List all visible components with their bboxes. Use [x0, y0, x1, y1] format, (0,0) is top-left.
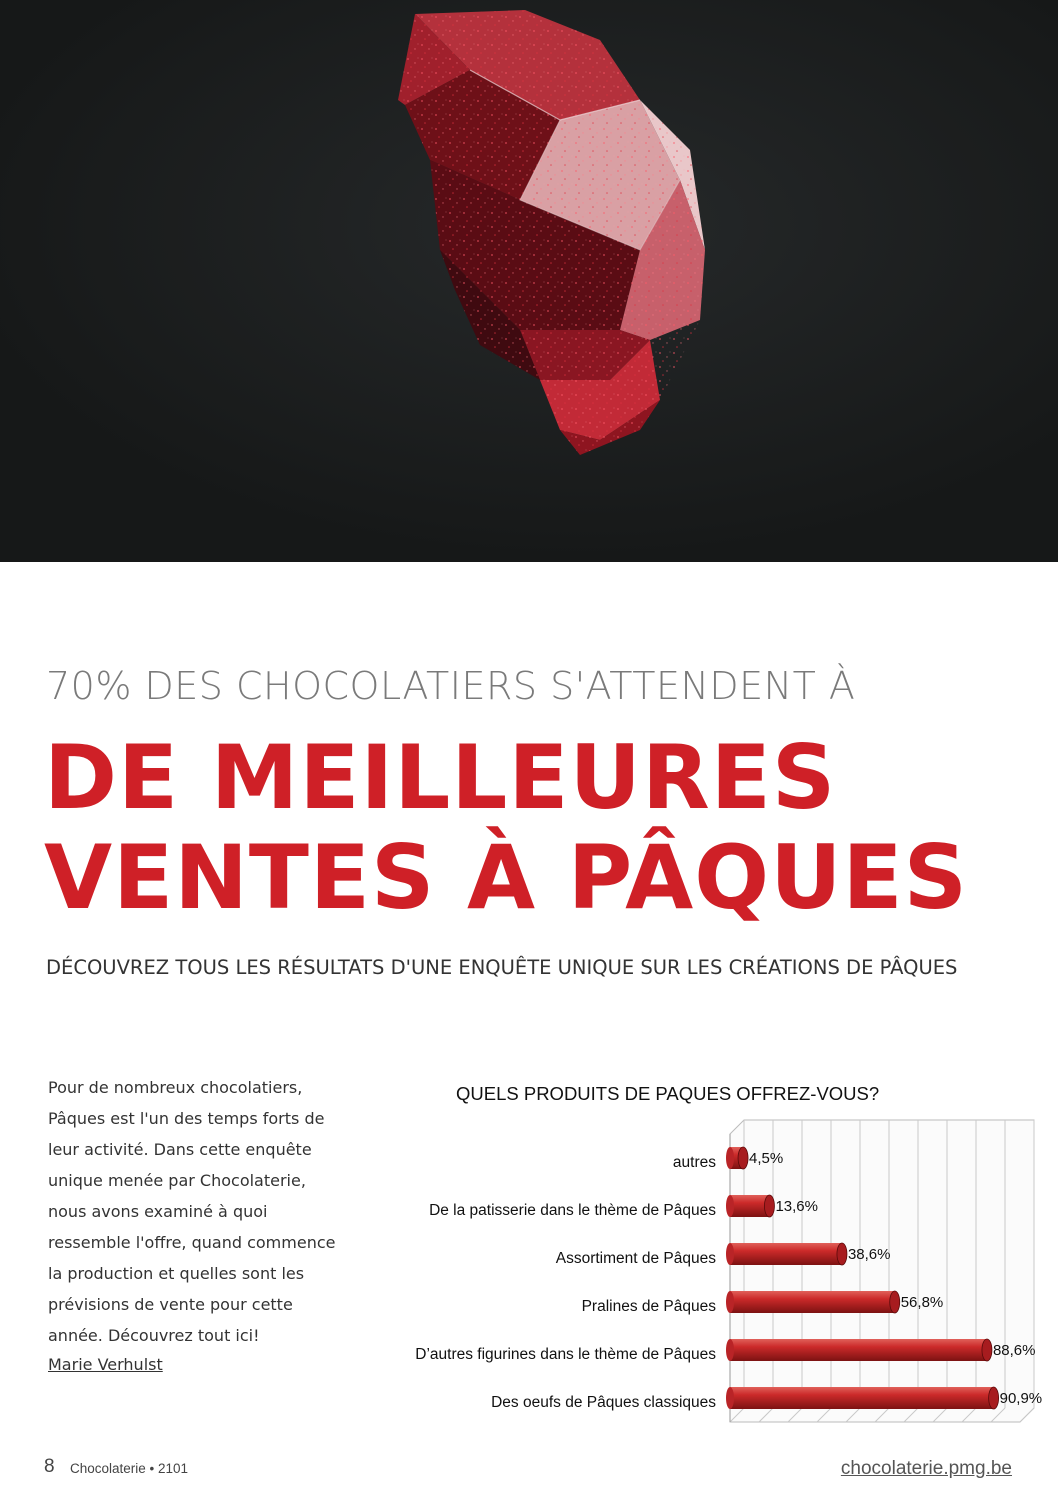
page-number: 8 [44, 1456, 55, 1477]
bar-end-cap [982, 1339, 992, 1361]
bar [730, 1195, 769, 1217]
bar-data-label: 13,6% [775, 1197, 818, 1215]
bar [730, 1291, 895, 1313]
category-label: De la patisserie dans le thème de Pâques [429, 1202, 716, 1220]
bar-end-cap [837, 1243, 847, 1265]
bar [730, 1387, 994, 1409]
bar-start-cap [726, 1195, 734, 1217]
category-label: Des oeufs de Pâques classiques [491, 1394, 716, 1412]
bar [730, 1243, 842, 1265]
category-label: autres [672, 1154, 716, 1172]
bar-start-cap [726, 1147, 734, 1169]
author-byline[interactable]: Marie Verhulst [48, 1355, 163, 1374]
bar-end-cap [890, 1291, 900, 1313]
chart-category-labels [415, 1154, 716, 1411]
bar-data-label: 90,9% [999, 1389, 1043, 1407]
bar-start-cap [726, 1291, 734, 1313]
bar-end-cap [764, 1195, 774, 1217]
magazine-issue: Chocolaterie • 2101 [70, 1461, 189, 1476]
headline-line-2: VENTES À PÂQUES [44, 826, 969, 929]
bar-end-cap [738, 1147, 748, 1169]
bar [730, 1339, 987, 1361]
bar-end-cap [989, 1387, 999, 1409]
article-intro: Pour de nombreux chocolatiers, Pâques est l'un des temps forts de leur activité. Dans cette enquête unique menée par Chocolaterie, nous avons examiné à quoi ressemble l'offre, quand commence la production et quelles sont les prévisions de vente pour cette année. Découvrez tout ici! [48, 1078, 336, 1345]
bar-data-label: 38,6% [847, 1245, 891, 1263]
article-kicker: 70% DES CHOCOLATIERS S'ATTENDENT À [46, 664, 856, 708]
bar-data-label: 56,8% [900, 1293, 944, 1311]
category-label: D’autres figurines dans le thème de Pâques [415, 1346, 716, 1364]
hero-image [0, 0, 1058, 562]
website-link[interactable]: chocolaterie.pmg.be [840, 1458, 1012, 1479]
survey-bar-chart [360, 1076, 1043, 1436]
headline-line-1: DE MEILLEURES [44, 726, 837, 829]
bar-start-cap [726, 1387, 734, 1409]
bar-data-label: 88,6% [992, 1341, 1036, 1359]
bar-start-cap [726, 1243, 734, 1265]
bar-data-label: 4,5% [749, 1149, 784, 1167]
bar-start-cap [726, 1339, 734, 1361]
category-label: Assortiment de Pâques [555, 1250, 716, 1268]
chocolate-egg-illustration [0, 0, 1058, 562]
article-headline [44, 728, 968, 928]
chart-title: QUELS PRODUITS DE PAQUES OFFREZ-VOUS? [456, 1083, 880, 1104]
category-label: Pralines de Pâques [581, 1298, 716, 1316]
article-subhead: DÉCOUVREZ TOUS LES RÉSULTATS D'UNE ENQUÊTE UNIQUE SUR LES CRÉATIONS DE PÂQUES [46, 956, 958, 979]
